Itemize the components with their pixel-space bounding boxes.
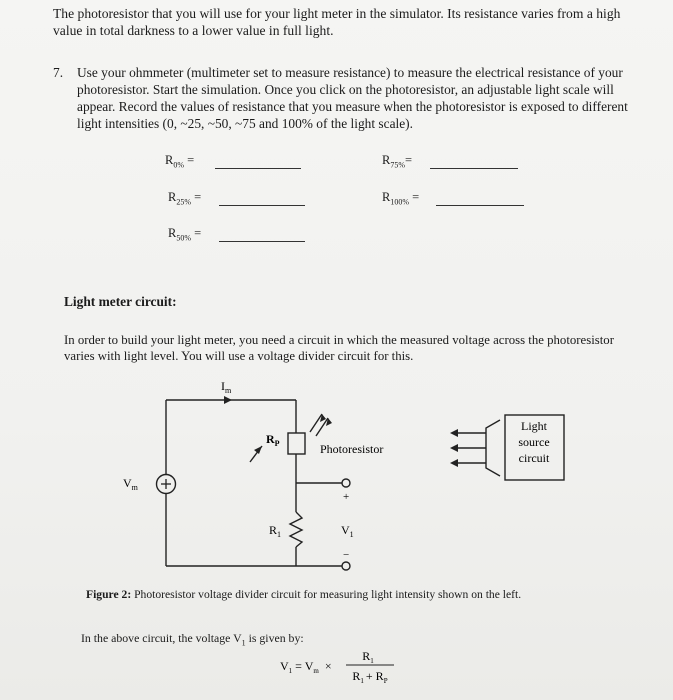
given-by-text: In the above circuit, the voltage $V_1$ is given by: (81, 631, 304, 648)
r0-input[interactable] (215, 168, 301, 169)
question-text: Use your ohmmeter (multimeter set to measure resistance) to measure the electrical resistance of your photoresistor. Start the simulation. Once you click on the photoresistor, an adjustable light scale will appear. Record the values of resistance that you measure when the photoresistor is exposed to different light intensities (0, ~25, ~50, ~75 and 100% of the light scale). (77, 65, 628, 131)
r50-input[interactable] (219, 241, 305, 242)
photoresistor-label: Photoresistor (320, 442, 384, 456)
figure-caption: Figure 2: Photoresistor voltage divider circuit for measuring light intensity shown on the left. (86, 588, 522, 601)
light-meter-paragraph: In order to build your light meter, you need a circuit in which the measured voltage across the photoresistor varies with light level. You will use a voltage divider circuit for this. (64, 333, 614, 363)
rp-label: $R_P$ (266, 432, 280, 448)
r50-label: $R_{50\%}$ = (168, 226, 202, 243)
arrow-head-1 (450, 429, 458, 437)
minus-label: − (343, 549, 350, 561)
formula-lhs: $V_1 = V_m$ × (280, 659, 332, 675)
light-box-line-2: source (518, 435, 550, 449)
arrow-head-3 (450, 459, 458, 467)
vm-label: $V_m$ (123, 476, 138, 492)
voltage-formula (270, 644, 410, 688)
light-box-line-1: Light (521, 419, 547, 433)
r1-label: $R_1$ (269, 523, 282, 539)
plus-label: + (343, 491, 350, 503)
adjust-head (254, 446, 262, 454)
r75-input[interactable] (430, 168, 518, 169)
minus-terminal (342, 562, 350, 570)
r25-label: $R_{25\%}$ = (168, 190, 202, 207)
v1-label: $V_1$ (341, 523, 354, 539)
photoresistor-box (288, 433, 305, 454)
im-label: $I_m$ (221, 379, 232, 395)
formula-numerator: $R_1$ (362, 649, 374, 665)
voltage-divider-circuit (0, 370, 673, 585)
r75-label: $R_{75\%}=$ (382, 153, 413, 170)
question-number: 7. (53, 65, 64, 80)
light-box-line-3: circuit (518, 451, 550, 465)
r1-zigzag (290, 512, 302, 547)
r0-label: $R_{0\%}$ = (165, 153, 195, 170)
formula-denominator: $R_1 + R_P$ (352, 669, 388, 685)
question-7 (53, 64, 653, 132)
lamp-bracket (486, 420, 500, 476)
r25-input[interactable] (219, 205, 305, 206)
current-arrow (224, 396, 232, 404)
r100-label: $R_{100\%}$ = (382, 190, 420, 207)
arrow-head-2 (450, 444, 458, 452)
r100-input[interactable] (436, 205, 524, 206)
light-meter-heading: Light meter circuit: (64, 294, 177, 309)
plus-terminal (342, 479, 350, 487)
intro-text: The photoresistor that you will use for your light meter in the simulator. Its resistance varies from a high value in total darkness to a lower value in full light. (53, 6, 621, 38)
